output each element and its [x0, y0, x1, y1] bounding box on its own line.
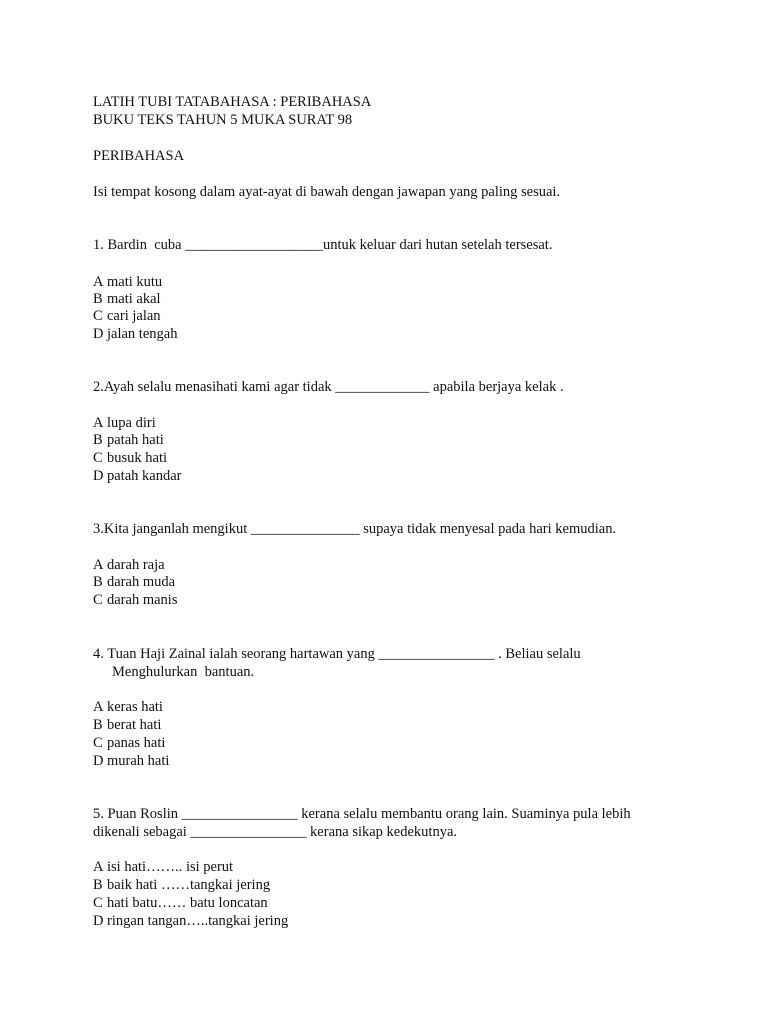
question-4-option-a	[93, 698, 163, 716]
option-letter: B	[93, 291, 103, 307]
option-letter: C	[93, 895, 103, 911]
question-4-text-continued: Menghulurkan bantuan.	[112, 664, 255, 680]
option-letter: D	[93, 326, 104, 342]
option-text: patah kandar	[107, 468, 182, 484]
question-1-option-b	[93, 290, 161, 308]
worksheet-subtitle: BUKU TEKS TAHUN 5 MUKA SURAT 98	[93, 112, 353, 128]
option-text: darah raja	[107, 557, 165, 573]
question-1-option-d	[93, 325, 177, 343]
instruction-text: Isi tempat kosong dalam ayat-ayat di bawah dengan jawapan yang paling sesuai.	[93, 184, 561, 200]
option-text: patah hati	[107, 432, 164, 448]
option-letter: A	[93, 699, 104, 715]
option-text: berat hati	[107, 717, 162, 733]
option-text: keras hati	[107, 699, 163, 715]
option-letter: A	[93, 274, 104, 290]
question-2-option-c	[93, 449, 167, 467]
question-1-option-c	[93, 307, 161, 325]
option-letter: B	[93, 717, 103, 733]
option-letter: A	[93, 557, 104, 573]
option-text: darah manis	[107, 592, 178, 608]
worksheet-title: LATIH TUBI TATABAHASA : PERIBAHASA	[93, 94, 372, 110]
question-5-text-continued: dikenali sebagai ________________ kerana sikap kedekutnya.	[93, 824, 458, 840]
option-letter: D	[93, 753, 104, 769]
question-3-option-b	[93, 573, 175, 591]
option-letter: C	[93, 450, 103, 466]
question-5-option-d	[93, 912, 288, 930]
question-5-option-c	[93, 894, 268, 912]
option-text: jalan tengah	[107, 326, 178, 342]
option-text: mati akal	[107, 291, 161, 307]
option-text: hati batu…… batu loncatan	[107, 895, 268, 911]
question-2-option-d	[93, 467, 181, 485]
option-text: cari jalan	[107, 308, 161, 324]
section-heading: PERIBAHASA	[93, 148, 185, 164]
question-4-option-b	[93, 716, 161, 734]
option-letter: B	[93, 877, 103, 893]
option-letter: D	[93, 913, 104, 929]
option-letter: D	[93, 468, 104, 484]
question-2-text: 2.Ayah selalu menasihati kami agar tidak _____________ apabila berjaya kelak .	[93, 379, 564, 395]
question-4-option-d	[93, 752, 169, 770]
option-text: isi hati…….. isi perut	[107, 859, 234, 875]
question-3-option-c	[93, 591, 177, 609]
question-4-text: 4. Tuan Haji Zainal ialah seorang hartawan yang ________________ . Beliau selalu	[93, 646, 581, 662]
question-2-option-a	[93, 414, 156, 432]
option-text: busuk hati	[107, 450, 168, 466]
question-1-text: 1. Bardin cuba ___________________untuk keluar dari hutan setelah tersesat.	[93, 237, 553, 253]
option-text: murah hati	[107, 753, 170, 769]
option-text: lupa diri	[107, 415, 156, 431]
option-letter: B	[93, 574, 103, 590]
question-1-option-a	[93, 273, 162, 291]
option-letter: C	[93, 735, 103, 751]
question-4-option-c	[93, 734, 165, 752]
option-text: ringan tangan…..tangkai jering	[107, 913, 289, 929]
option-text: darah muda	[107, 574, 176, 590]
option-letter: A	[93, 415, 104, 431]
option-letter: C	[93, 592, 103, 608]
option-letter: A	[93, 859, 104, 875]
option-letter: B	[93, 432, 103, 448]
question-5-text: 5. Puan Roslin ________________ kerana selalu membantu orang lain. Suaminya pula lebih	[93, 806, 631, 822]
option-text: mati kutu	[107, 274, 163, 290]
question-2-option-b	[93, 431, 164, 449]
option-text: baik hati ……tangkai jering	[107, 877, 271, 893]
option-letter: C	[93, 308, 103, 324]
question-5-option-a	[93, 858, 233, 876]
question-5-option-b	[93, 876, 270, 894]
option-text: panas hati	[107, 735, 166, 751]
question-3-text: 3.Kita janganlah mengikut _______________ supaya tidak menyesal pada hari kemudian.	[93, 521, 617, 537]
question-3-option-a	[93, 556, 165, 574]
